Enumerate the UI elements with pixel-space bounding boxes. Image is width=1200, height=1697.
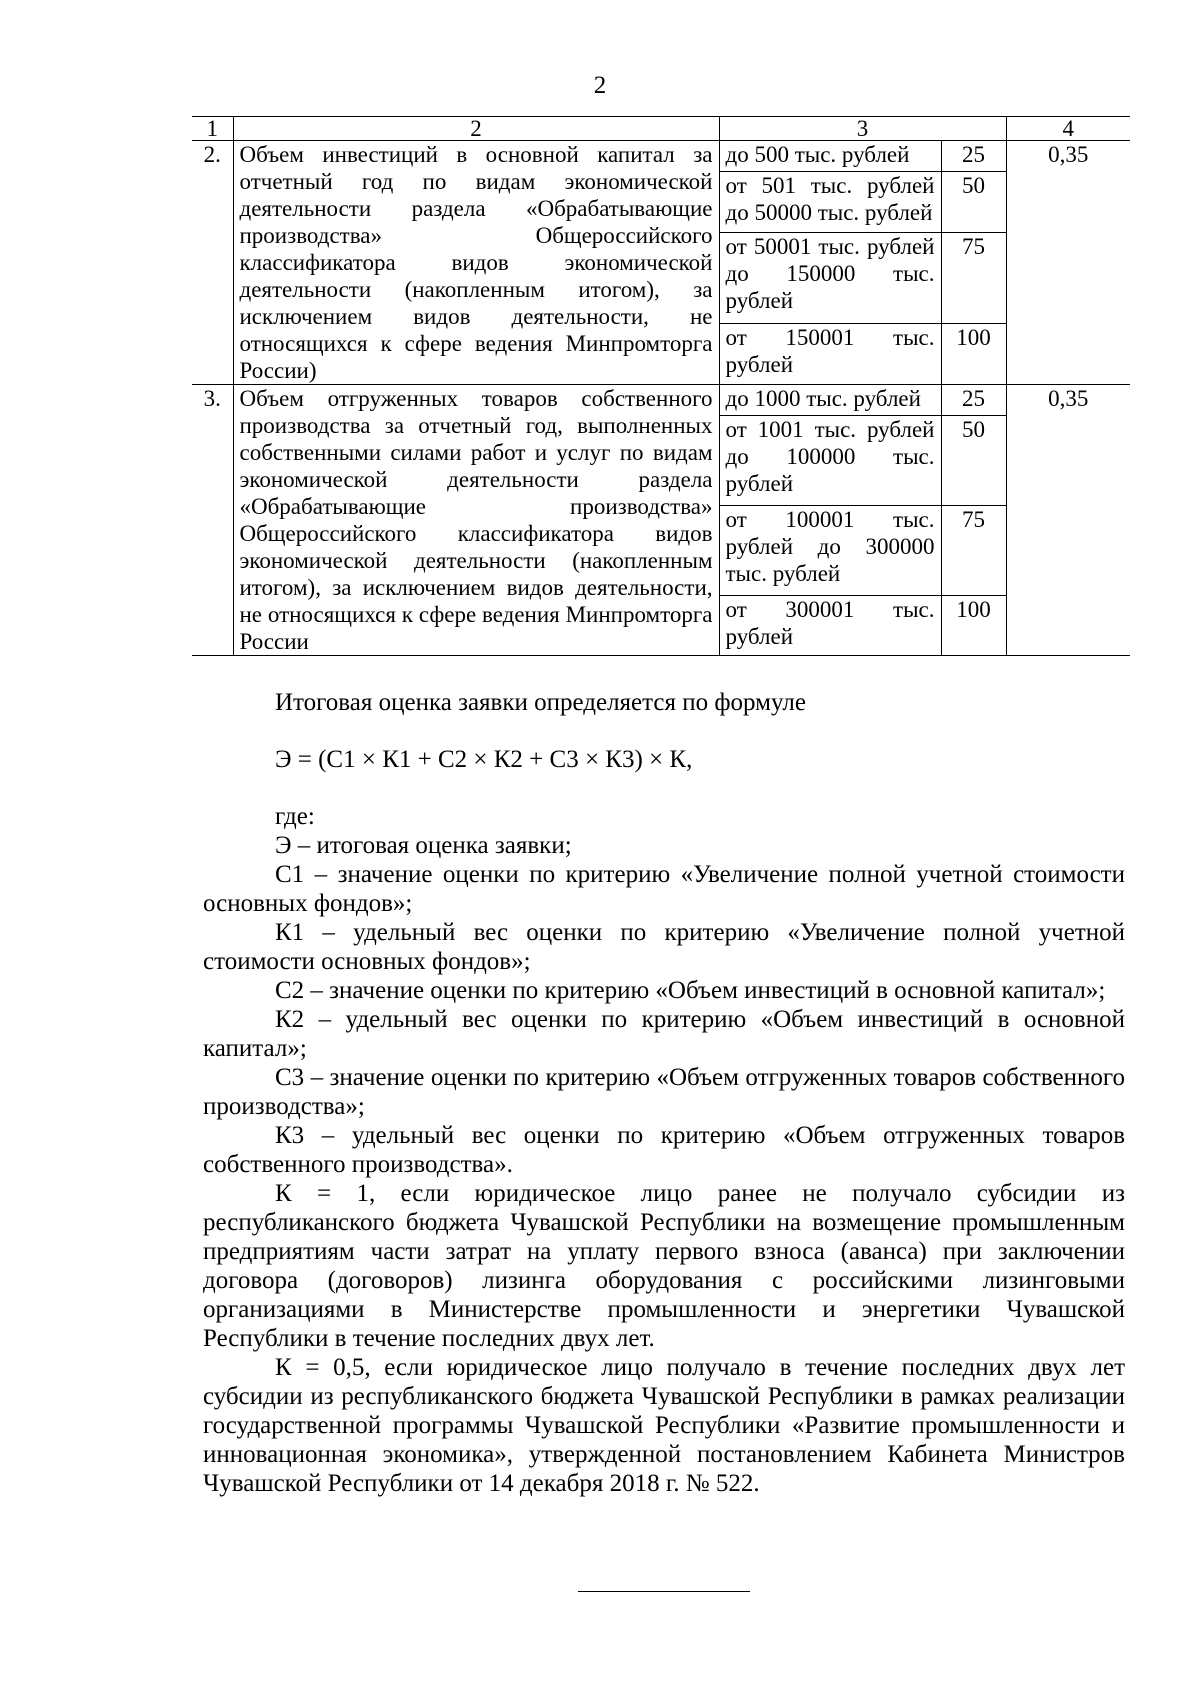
range-cell: от 50001 тыс. рублей до 150000 тыс. рублей bbox=[719, 233, 941, 324]
formula-intro: Итоговая оценка заявки определяется по формуле bbox=[275, 689, 806, 716]
row-number: 3. bbox=[192, 385, 233, 656]
column-header: 1 bbox=[192, 117, 233, 141]
criterion-description: Объем отгруженных товаров собственного производства за отчетный год, выполненных собственными силами работ и услуг по видам экономической деятельности раздела «Обрабатывающие производства» Общероссийского классификатора видов экономической деятельности (накопленным итогом), за исключением видов деятельности, не относящихся к сфере ведения Минпромторга России bbox=[233, 385, 719, 656]
paragraph: С2 – значение оценки по критерию «Объем инвестиций в основной капитал»; bbox=[275, 977, 1106, 1004]
range-cell: от 1001 тыс. рублей до 100000 тыс. рублей bbox=[719, 415, 941, 505]
criterion-description: Объем инвестиций в основной капитал за отчетный год по видам экономической деятельности раздела «Обрабатывающие производства» Общероссийского классификатора видов экономической деятельности (накопленным итогом), за исключением видов деятельности, не относящихся к сфере ведения Минпромторга России) bbox=[233, 141, 719, 385]
score-cell: 100 bbox=[941, 595, 1006, 655]
score-cell: 50 bbox=[941, 415, 1006, 505]
score-cell: 75 bbox=[941, 505, 1006, 595]
criteria-table bbox=[192, 116, 1130, 656]
score-cell: 25 bbox=[941, 385, 1006, 416]
end-divider-line bbox=[578, 1591, 750, 1592]
formula: Э = (С1 × К1 + С2 × К2 + С3 × К3) × К, bbox=[275, 746, 693, 773]
range-cell: до 1000 тыс. рублей bbox=[719, 385, 941, 416]
column-header: 2 bbox=[233, 117, 719, 141]
column-header: 4 bbox=[1006, 117, 1130, 141]
paragraph: К1 – удельный вес оценки по критерию «Увеличение полной учетной стоимости основных фондов»; bbox=[203, 919, 1125, 975]
range-cell: от 150001 тыс. рублей bbox=[719, 323, 941, 384]
row-number: 2. bbox=[192, 141, 233, 385]
paragraph: С1 – значение оценки по критерию «Увеличение полной учетной стоимости основных фондов»; bbox=[203, 861, 1125, 917]
paragraph: К = 0,5, если юридическое лицо получало в течение последних двух лет субсидии из республиканского бюджета Чувашской Республики в рамках реализации государственной программы Чувашской Республики «Развитие промышленности и инновационная экономика», утвержденной постановлением Кабинета Министров Чувашской Республики от 14 декабря 2018 г. № 522. bbox=[203, 1354, 1125, 1497]
page-number: 2 bbox=[593, 72, 607, 99]
paragraph: К = 1, если юридическое лицо ранее не получало субсидии из республиканского бюджета Чувашской Республики на возмещение промышленным предприятиям части затрат на уплату первого взноса (аванса) при заключении договора (договоров) лизинга оборудования с российскими лизинговыми организациями в Министерстве промышленности и энергетики Чувашской Республики в течение последних двух лет. bbox=[203, 1180, 1125, 1352]
table-row bbox=[192, 141, 1130, 172]
table-row bbox=[192, 385, 1130, 416]
paragraph: С3 – значение оценки по критерию «Объем отгруженных товаров собственного производства»; bbox=[203, 1064, 1125, 1120]
paragraph: К2 – удельный вес оценки по критерию «Объем инвестиций в основной капитал»; bbox=[203, 1006, 1125, 1062]
score-cell: 75 bbox=[941, 233, 1006, 324]
range-cell: до 500 тыс. рублей bbox=[719, 141, 941, 172]
range-cell: от 300001 тыс. рублей bbox=[719, 595, 941, 655]
definitions-block bbox=[203, 802, 1125, 1498]
paragraph: К3 – удельный вес оценки по критерию «Объем отгруженных товаров собственного производства». bbox=[203, 1122, 1125, 1178]
range-cell: от 501 тыс. рублей до 50000 тыс. рублей bbox=[719, 172, 941, 233]
score-cell: 100 bbox=[941, 323, 1006, 384]
score-cell: 25 bbox=[941, 141, 1006, 172]
score-cell: 50 bbox=[941, 172, 1006, 233]
weight-cell: 0,35 bbox=[1006, 141, 1130, 385]
range-cell: от 100001 тыс. рублей до 300000 тыс. рублей bbox=[719, 505, 941, 595]
column-header: 3 bbox=[719, 117, 1006, 141]
table-header-row bbox=[192, 117, 1130, 141]
paragraph: где: bbox=[275, 803, 315, 830]
weight-cell: 0,35 bbox=[1006, 385, 1130, 656]
paragraph: Э – итоговая оценка заявки; bbox=[275, 832, 572, 859]
